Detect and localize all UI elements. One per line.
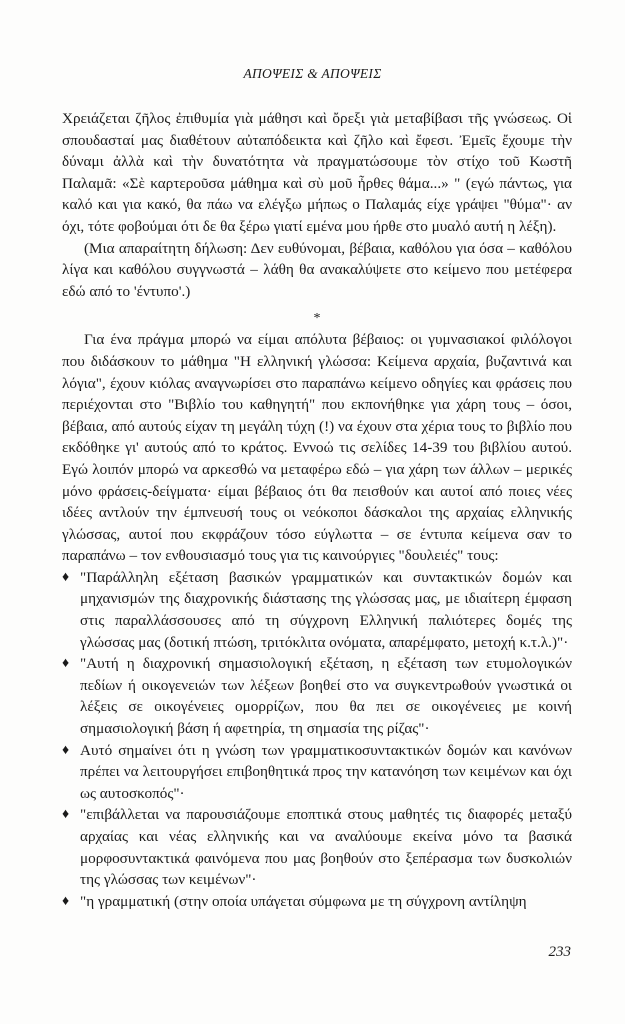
running-head: ΑΠΟΨΕΙΣ & ΑΠΟΨΕΙΣ	[243, 66, 382, 81]
diamond-bullet-icon: ♦	[62, 893, 70, 909]
page-body	[62, 108, 572, 912]
quote-text: "Αυτή η διαχρονική σημασιολογική εξέταση, η εξέταση των ετυμολογικών πεδίων ή οικογενειών των λέξεων βοηθεί στο να συγκεντρωθούν γνωστικά οι λέξεις σε οικογένειες ομορρίζων, που θα πει σε οικογένειες με κοινή σημασιολογική βάση ή αφετηρία, τη σημασία της ρίζας"·	[80, 655, 572, 738]
quote-item	[62, 804, 572, 890]
quote-item	[62, 891, 572, 913]
quote-item	[62, 740, 572, 805]
diamond-bullet-icon: ♦	[62, 742, 70, 758]
quote-text: "Παράλληλη εξέταση βασικών γραμματικών και συντακτικών δομών και μηχανισμών της διαχρονικής διάστασης της γλώσσας μας, με ιδιαίτερη έμφαση στις παραλλάσσουσες από τη σύγχρονη Ελληνική παλιότερες δομές της γλώσσας μας (δοτική πτώση, τριτόκλιτα ονόματα, απαρέμφατο, μετοχή κ.τ.λ.)"·	[80, 568, 572, 651]
quote-item	[62, 653, 572, 739]
paragraph-2: (Μια απαραίτητη δήλωση: Δεν ευθύνομαι, βέβαια, καθόλου για όσα – καθόλου λίγα και καθόλου συγγνωστά – λάθη θα ανακαλύψετε στο κείμενο που μετέφερα εδώ από το 'έντυπο'.)	[62, 239, 572, 300]
diamond-bullet-icon: ♦	[62, 807, 70, 823]
diamond-bullet-icon: ♦	[62, 569, 70, 585]
diamond-bullet-icon: ♦	[62, 656, 70, 672]
page-number: 233	[548, 944, 571, 960]
paragraph-1: Χρειάζεται ζῆλος ἐπιθυμία γιὰ μάθησι καὶ ὄρεξι γιὰ μεταβίβασι τῆς γνώσεως. Οἱ σπουδασταί μας διαθέτουν αὐταπόδεικτα καὶ ζῆλο καὶ ἔφεσι. Ἐμεῖς ἔχουμε τὴν δύναμι ἀλλὰ καὶ τὴν δυνατότητα νὰ πραγματώσουμε τὸν στίχο τοῦ Κωστῆ Παλαμᾶ: «Σὲ καρτεροῦσα μάθημα καὶ σὺ μοῦ ἦρθες θάμα...» " (εγώ πάντως, για καλό και για κακό, θα πάω να ελέγξω μήπως ο Παλαμάς είχε γράψει "θύμα"· αν όχι, τότε φοβούμαι ότι δε θα ξέρω γιατί εμένα μου ήρθε στο μυαλό αυτή η λέξη).	[62, 110, 572, 235]
section-separator: *	[313, 311, 321, 327]
quote-text: "η γραμματική (στην οποία υπάγεται σύμφωνα με τη σύγχρονη αντίληψη	[80, 892, 527, 910]
quote-item	[62, 567, 572, 653]
paragraph-3: Για ένα πράγμα μπορώ να είμαι απόλυτα βέβαιος: οι γυμνασιακοί φιλόλογοι που διδάσκουν το μάθημα "Η ελληνική γλώσσα: Κείμενα αρχαία, βυζαντινά και λόγια", έχουν κιόλας αναγνωρίσει στο παραπάνω κείμενο οδηγίες και φράσεις που περιέχονται στο "Βιβλίο του καθηγητή" που εκπονήθηκε για χάρη τους – όσοι, βέβαια, από αυτούς είχαν τη μεγάλη τύχη (!) να έχουν στα χέρια τους το βιβλίο που εκδόθηκε γι' αυτούς από το κράτος. Εννοώ τις σελίδες 14-39 του βιβλίου αυτού. Εγώ λοιπόν μπορώ να αρκεσθώ να μεταφέρω εδώ – για χάρη των άλλων – μερικές μόνο φράσεις-δείγματα· είμαι βέβαιος ότι θα πεισθούν και αυτοί από ποιες νέες ιδέες αντλούν την έμπνευσή τους οι νεόκοποι δάσκαλοι της αρχαίας ελληνικής γλώσσας, αυτοί που εκφράζουν τόσο εύγλωττα – σε έντυπα κείμενα σαν το παραπάνω – τον ενθουσιασμό τους για τις καινούργιες "δουλειές" τους:	[62, 331, 572, 565]
quote-text: "επιβάλλεται να παρουσιάζουμε εποπτικά στους μαθητές τις διαφορές μεταξύ αρχαίας και νέας ελληνικής και να αναλύουμε εκείνα μόνο τα βασικά μορφοσυντακτικά φαινόμενα που μας βοηθούν στο ξεπέρασμα των δυσκολιών της γλώσσας των κειμένων"·	[80, 806, 572, 889]
quote-text: Αυτό σημαίνει ότι η γνώση των γραμματικοσυντακτικών δομών και κανόνων πρέπει να λειτουργήσει επιβοηθητικά προς την κατανόηση των κειμένων και όχι ως αυτοσκοπός"·	[80, 741, 572, 802]
